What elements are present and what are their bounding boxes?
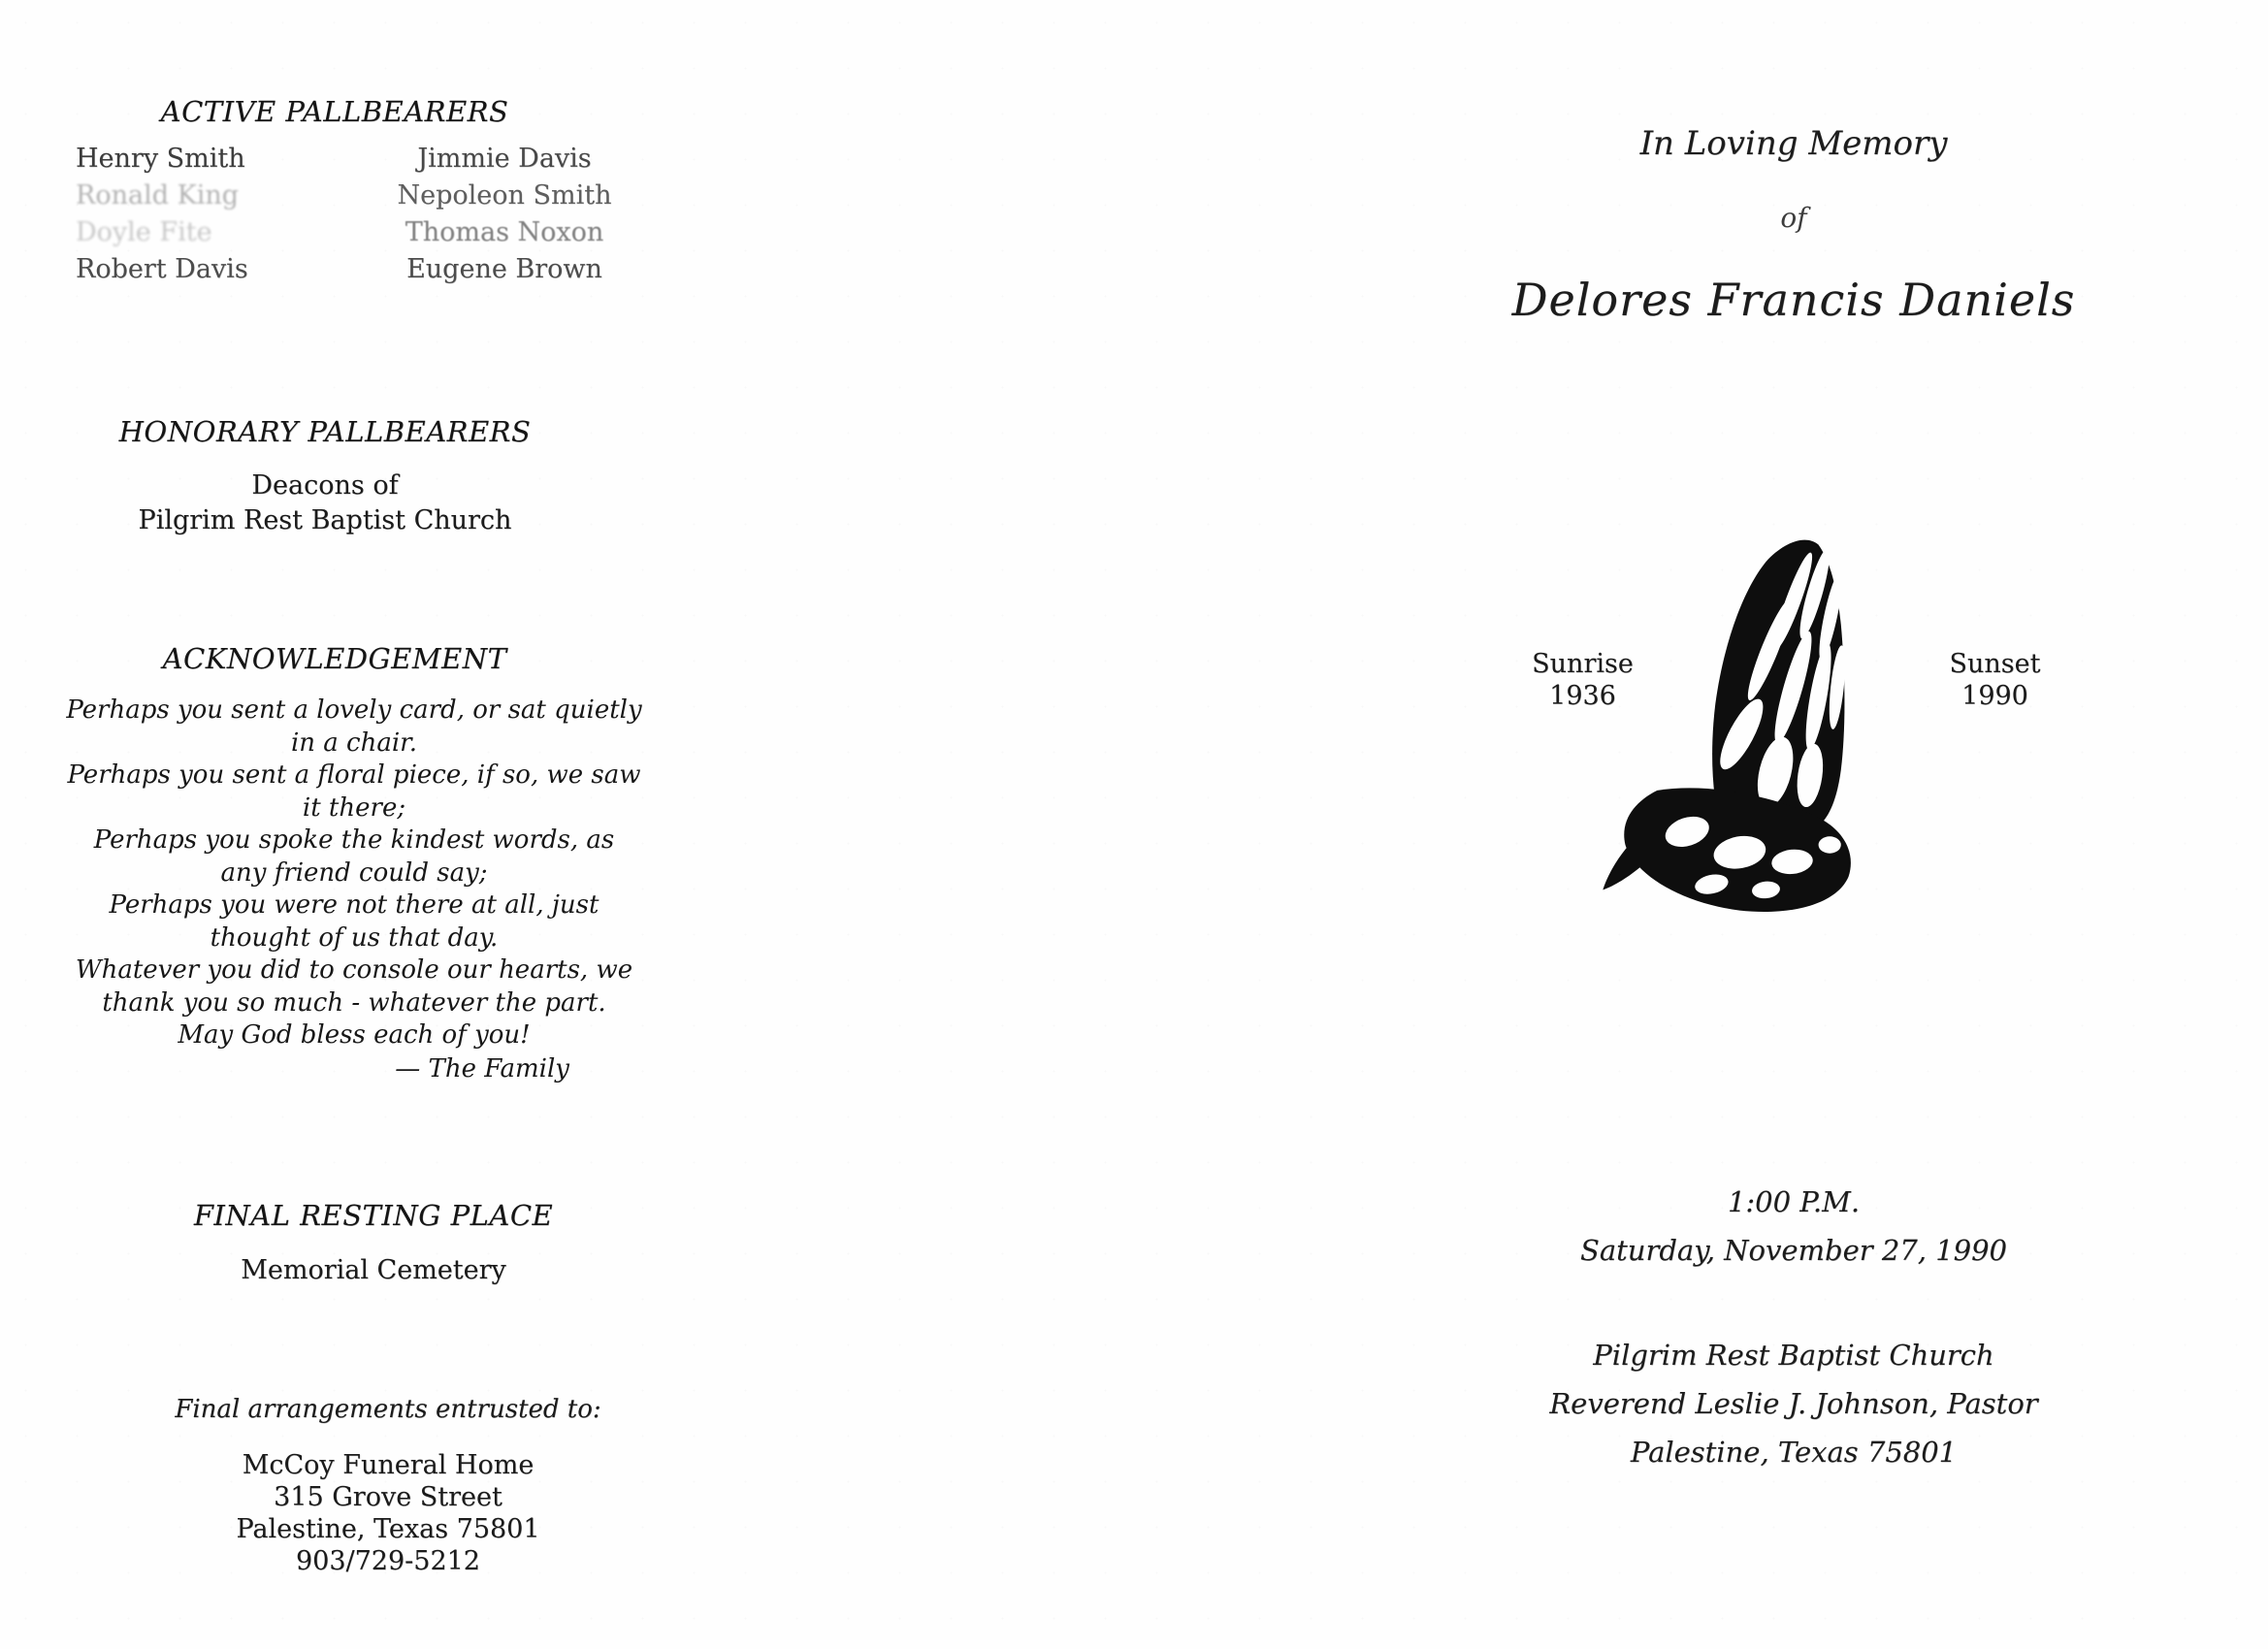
sunrise-label: Sunrise — [1532, 649, 1634, 679]
service-date: Saturday, November 27, 1990 — [1580, 1234, 2007, 1267]
final-resting-place-title: FINAL RESTING PLACE — [193, 1199, 554, 1232]
pallbearer-name: Jimmie Davis — [417, 144, 592, 174]
acknowledgement-poem — [53, 695, 655, 1085]
poem-line: it there; — [302, 792, 406, 823]
sunset-block — [1915, 648, 2075, 712]
funeral-home-phone: 903/729-5212 — [295, 1546, 480, 1576]
pallbearer-name: Henry Smith — [76, 144, 245, 174]
poem-line: Perhaps you spoke the kindest words, as — [93, 825, 615, 855]
poem-line: Perhaps you were not there at all, just — [109, 890, 599, 920]
pallbearer-name: Nepoleon Smith — [397, 180, 612, 210]
front-page — [1134, 0, 2268, 1649]
poem-signature: — The Family — [395, 1053, 569, 1083]
funeral-home-city: Palestine, Texas 75801 — [236, 1514, 540, 1544]
sunset-year: 1990 — [1961, 681, 2028, 711]
pallbearer-name: Thomas Noxon — [405, 217, 604, 247]
pallbearer-name: Doyle Fite — [76, 217, 212, 247]
venue-church: Pilgrim Rest Baptist Church — [1593, 1339, 1994, 1372]
poem-line: thought of us that day. — [210, 922, 499, 953]
sunset-label: Sunset — [1949, 649, 2041, 679]
funeral-home-block — [87, 1449, 689, 1577]
arrangements-intro: Final arrangements entrusted to: — [175, 1395, 601, 1424]
deceased-name: Delores Francis Daniels — [1511, 274, 2076, 326]
honorary-pallbearers-line1: Deacons of — [251, 470, 399, 501]
pallbearer-name: Robert Davis — [76, 254, 248, 284]
poem-line: any friend could say; — [220, 857, 488, 888]
venue-block — [1425, 1331, 2162, 1476]
active-pallbearers-title: ACTIVE PALLBEARERS — [160, 95, 509, 128]
poem-line: in a chair. — [290, 728, 418, 758]
active-pallbearers-list — [58, 144, 660, 284]
poem-line: Perhaps you sent a lovely card, or sat quietly — [66, 695, 642, 725]
poem-line: Perhaps you sent a floral piece, if so, we saw — [67, 760, 641, 790]
honorary-pallbearers-line2: Pilgrim Rest Baptist Church — [138, 505, 512, 535]
poem-line: thank you so much - whatever the part. — [102, 987, 606, 1018]
poem-line: Whatever you did to console our hearts, we — [75, 955, 633, 985]
service-time: 1:00 P.M. — [1727, 1185, 1861, 1218]
pallbearer-name: Eugene Brown — [406, 254, 602, 284]
honorary-pallbearers-title: HONORARY PALLBEARERS — [118, 415, 532, 448]
venue-pastor: Reverend Leslie J. Johnson, Pastor — [1549, 1387, 2038, 1420]
poem-line: May God bless each of you! — [178, 1020, 531, 1050]
memorial-heading-line1: In Loving Memory — [1639, 124, 1948, 163]
funeral-home-name: McCoy Funeral Home — [242, 1450, 535, 1480]
venue-city: Palestine, Texas 75801 — [1630, 1436, 1958, 1469]
funeral-home-street: 315 Grove Street — [274, 1482, 502, 1512]
memorial-heading-line2: of — [1780, 202, 1807, 234]
acknowledgement-title: ACKNOWLEDGEMENT — [162, 642, 507, 675]
pallbearer-name: Ronald King — [76, 180, 240, 210]
sunrise-year: 1936 — [1549, 681, 1616, 711]
final-resting-place-location: Memorial Cemetery — [241, 1255, 506, 1285]
praying-hands-icon — [1598, 535, 1904, 929]
